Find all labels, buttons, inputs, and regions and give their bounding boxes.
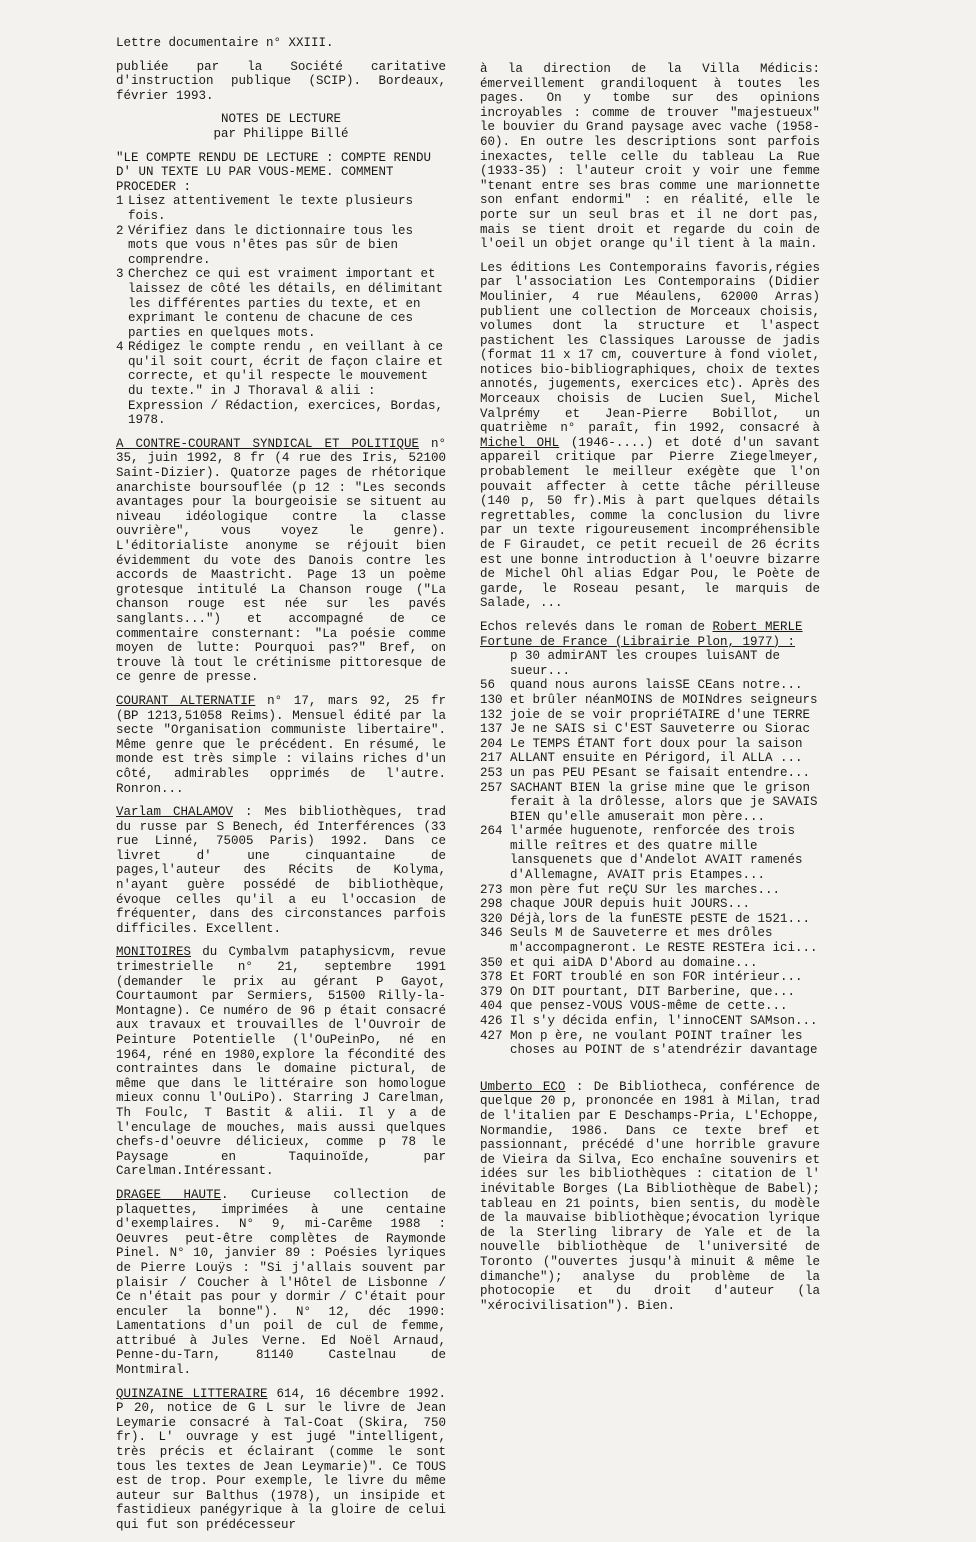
- notes-title: NOTES DE LECTURE: [220, 112, 342, 127]
- review-entry: [116, 805, 446, 936]
- list-item: [116, 194, 446, 223]
- echo-text: Mon p ère, ne voulant POINT traîner les choses au POINT de s'atendrézir davantage: [510, 1028, 818, 1058]
- echo-page-number: 379: [480, 984, 503, 999]
- echo-page-number: 426: [480, 1014, 503, 1028]
- echo-page-number: 130: [480, 692, 503, 707]
- echo-line: [480, 999, 820, 1014]
- list-item: [116, 224, 446, 268]
- echo-line: [480, 751, 820, 766]
- echo-line: [480, 781, 820, 825]
- echo-line: [480, 693, 820, 708]
- echo-line: [480, 897, 820, 912]
- echo-text: que pensez-VOUS VOUS-même de cette...: [510, 999, 788, 1014]
- echo-line: [480, 824, 820, 882]
- echo-line: [480, 926, 820, 955]
- echo-line: [480, 883, 820, 898]
- review-entry: [116, 437, 446, 685]
- echo-text: chaque JOUR depuis huit JOURS...: [510, 897, 751, 912]
- item-text: Vérifiez dans le dictionnaire tous les mots que vous n'êtes pas sûr de bien comprendre.: [128, 223, 414, 267]
- echo-line: [480, 649, 820, 678]
- echo-text: et qui aiDA D'Abord au domaine...: [510, 955, 758, 970]
- right-column: [480, 62, 820, 1322]
- echo-text: SACHANT BIEN la grise mine que le grison ferait à la drôlesse, alors que je SAVAIS BIEN qu'elle amuserait mon père...: [510, 780, 818, 824]
- echo-page-number: 378: [480, 970, 503, 985]
- review-entry: [116, 945, 446, 1179]
- echo-line: [480, 970, 820, 985]
- entry-title: MONITOIRES: [116, 945, 192, 960]
- echo-line: [480, 708, 820, 723]
- eco-body: : De Bibliotheca, conférence de quelque 20 p, prononcée en 1981 à Milan, trad de l'italien par E Deschamps-Pria, L'Echoppe, Normandie, 1986. Dans ce texte bref et passionnant, précédé d'une horrible gravure de Vieira da Silva, Eco enchaîne souvenirs et idées sur les bibliothèques : citation de l' inévitable Borges (La Bibliothèque de Babel); tableau en 21 points, bien sentis, du modèle de la mauvaise bibliothèque;évocation lyrique de la Sterling library de Yale et de la nouvelle bibliothèque de l'université de Toronto ("ouvertes jusqu'à minuit & même le dimanche"); analyse du problème de la photocopie et du droit d'auteur (la "xérocivilisation"). Bien.: [480, 1079, 820, 1313]
- item-number: 4: [116, 340, 124, 355]
- echo-page-number: 320: [480, 911, 503, 926]
- echo-page-number: 132: [480, 707, 503, 722]
- echo-text: On DIT pourtant, DIT Barberine, que...: [510, 984, 796, 999]
- entry-body: n° 35, juin 1992, 8 fr (4 rue des Iris, 52100 Saint-Dizier). Quatorze pages de rhétorique anarchiste boursouflée (p 12 : "Les seconds avantages pour la bourgeoisie se situent au niveau idéologique contre la classe ouvrière", vous voyez le genre). L'éditorialiste anonyme se réjouit bien évidemment du vote des Danois contre les accords de Maastricht. Page 13 un poème grotesque intitulé La Chanson rouge ("La chanson rouge est née sur les pavés sanglants...") et accompagné de ce commentaire consternant: "La poésie comme moyen de lutte: Pourquoi pas?" Bref, on trouve là tout le crétinisme pittoresque de ce genre de presse.: [116, 436, 446, 685]
- echo-line: [480, 912, 820, 927]
- echo-page-number: 273: [480, 882, 503, 897]
- echo-text: Le TEMPS ÉTANT fort doux pour la saison: [510, 736, 803, 751]
- eco-paragraph: [480, 1080, 820, 1314]
- echo-text: p 30 admirANT les croupes luisANT de sueur...: [510, 649, 781, 678]
- echo-text: Déjà,lors de la funESTE pESTE de 1521...: [510, 911, 811, 926]
- review-entry: [116, 1188, 446, 1378]
- echo-line: [480, 766, 820, 781]
- list-item: [116, 267, 446, 340]
- echo-page-number: 346: [480, 926, 503, 941]
- echo-line: [480, 678, 820, 693]
- michel-ohl-name: Michel OHL: [480, 435, 560, 450]
- robert-merle-name: Robert MERLE: [712, 619, 803, 634]
- echo-line: [480, 722, 820, 737]
- echo-page-number: 427: [480, 1028, 503, 1043]
- echo-line: [480, 1014, 820, 1029]
- echo-text: Il s'y décida enfin, l'innoCENT SAMson...: [510, 1014, 818, 1028]
- entry-title: QUINZAINE LITTERAIRE: [116, 1386, 268, 1401]
- entry-body: . Curieuse collection de plaquettes, imprimées à une centaine d'exemplaires. N° 9, mi-Carême 1988 : Oeuvres peut-être complètes de Raymonde Pinel. N° 10, janvier 89 : Poésies lyriques de Pierre Louÿs : "Si j'allais souvent par plaisir / Coucher à l'Hôtel de Lisbonne / Ce n'était pas pour y dormir / C'était pour enculer la bonne"). N° 12, déc 1990: Lamentations d'un poil de cul de femme, attribué à Jules Verne. Ed Noël Arnaud, Penne-du-Tarn, 81140 Castelnau de Montmiral.: [116, 1187, 447, 1378]
- echo-text: mon père fut reÇU SUr les marches...: [510, 882, 781, 897]
- item-text: Rédigez le compte rendu , en veillant à ce qu'il soit court, écrit de façon claire et correcte, et qu'il respecte le mouvement du texte." in J Thoraval & alii : Expression / Rédaction, exercices, Bordas, 1978.: [128, 340, 444, 428]
- echo-text: Je ne SAIS si C'EST Sauveterre ou Siorac: [510, 722, 811, 737]
- procedure-list: [116, 194, 446, 428]
- echos-intro-text: Echos relevés dans le roman de: [480, 619, 713, 634]
- contemporains-text-before: Les éditions Les Contemporains favoris,régies par l'association Les Contemporains (Didier Moulinier, 4 rue Méaulens, 62000 Arras) publient une collection de Morceaux choisis, volumes dont la structure et l'aspect pastichent les Classiques Larousse de jadis (format 11 x 17 cm, couverture à fond violet, notices bio-bibliographiques, choix de textes annotés, jugements, exercices etc). Après des Morceaux choisis de Lucien Suel, Michel Valprémy et Jean-Pierre Bobillot, un quatrième n° paraît, fin 1992, consacré à: [480, 260, 820, 436]
- echo-page-number: 298: [480, 897, 503, 912]
- echo-text: Et FORT troublé en son FOR intérieur...: [510, 970, 803, 985]
- letter-title: Lettre documentaire n° XXIII.: [116, 36, 334, 50]
- contemporains-text-after: (1946-....) et doté d'un savant appareil critique par Pierre Ziegelmeyer, probablement le meilleur exégète que l'on pouvait affecter à cette tâche périlleuse (140 p, 50 fr).Mis à part quelques détails regrettables, comme la conclusion du livre par un texte rigoureusement incompréhensible de F Giraudet, ce petit recueil de 26 écrits est une bonne introduction à l'oeuvre bizarre de Michel Ohl alias Edgar Pou, le Poète de garde, le Roseau pesant, le marquis de Salade, ...: [480, 435, 820, 611]
- echo-page-number: 264: [480, 824, 503, 839]
- entry-body: : Mes bibliothèques, trad du russe par S Benech, éd Interférences (33 rue Linné, 75005 Paris) 1992. Dans ce livret d' une cinquantaine de pages,l'auteur des Récits de Kolyma, n'ayant guère possédé de bibliothèque, évoque celles qu'il a eu l'occasion de fréquenter, dans des circonstances parfois difficiles. Excellent.: [116, 805, 446, 936]
- echo-page-number: 137: [480, 722, 503, 737]
- echo-page-number: [480, 649, 510, 678]
- publisher-line: publiée par la Société caritative d'instruction publique (SCIP). Bordeaux, février 1993.: [116, 59, 446, 103]
- echo-line: [480, 985, 820, 1000]
- echo-page-number: 56: [480, 678, 496, 693]
- echo-page-number: 217: [480, 751, 503, 766]
- echo-line: [480, 1029, 820, 1058]
- review-entry: [116, 1387, 446, 1533]
- echo-line: [480, 737, 820, 752]
- echos-book: Fortune de France (Librairie Plon, 1977) :: [480, 634, 796, 649]
- quote-block: [116, 151, 446, 428]
- item-number: 3: [116, 267, 124, 282]
- echos-intro: [480, 620, 820, 635]
- entry-title: DRAGEE HAUTE: [116, 1187, 222, 1202]
- item-number: 2: [116, 223, 124, 238]
- entry-body: 614, 16 décembre 1992. P 20, notice de G L sur le livre de Jean Leymarie consacré à Tal-Coat (Skira, 750 fr). L' ouvrage y est jugé "intelligent, très précis et éclairant (comme le sont tous les textes de Jean Leymarie)". Ce TOUS est de trop. Pour exemple, le livre du même auteur sur Balthus (1978), un insipide et fastidieux panégyrique à la gloire de celui qui fut son prédécesseur: [116, 1386, 446, 1532]
- echo-text: et brûler néanMOINS de MOINdres seigneurs: [510, 692, 818, 707]
- review-entry: [116, 694, 446, 796]
- echo-page-number: 204: [480, 736, 503, 751]
- notes-author: par Philippe Billé: [213, 126, 349, 141]
- continuation-paragraph: à la direction de la Villa Médicis: émerveillement grandiloquent à toutes les pages. On y tombe sur des opinions incroyables : comme de trouver "majestueux" le bouvier du Grand paysage avec vache (1958-60). En outre les descriptions sont parfois inexactes, telle celle du tableau La Rue (1933-35) : l'auteur croit y voir une femme "tenant entre ses bras comme une marionnette son enfant endormi" : en réalité, elle le porte sur un seul bras et il ne dort pas, mais se tient droit et regarde du coin de l'oeil un objet orange qu'il tient à la main.: [480, 62, 820, 252]
- echo-page-number: 404: [480, 999, 503, 1014]
- echo-text: quand nous aurons laisSE CEans notre...: [510, 678, 803, 693]
- echo-text: ALLANT ensuite en Périgord, il ALLA ...: [510, 751, 803, 766]
- contemporains-paragraph: [480, 261, 820, 611]
- left-column: [116, 36, 446, 1542]
- item-number: 1: [116, 194, 124, 209]
- item-text: Lisez attentivement le texte plusieurs fois.: [128, 194, 414, 223]
- echos-list: [480, 649, 820, 1058]
- echo-text: Seuls M de Sauveterre et mes drôles m'accompagneront. Le RESTE RESTEra ici...: [510, 926, 818, 956]
- entry-title: Varlam CHALAMOV: [116, 805, 234, 820]
- echos-section: [480, 620, 820, 1058]
- item-text: Cherchez ce qui est vraiment important et laissez de côté les détails, en délimitant les différentes parties du texte, et en exprimant le contenu de chacune de ces parties en quelques mots.: [128, 267, 444, 340]
- eco-name: Umberto ECO: [480, 1079, 566, 1094]
- echo-text: un pas PEU PEsant se faisait entendre...: [510, 765, 811, 780]
- echo-page-number: 350: [480, 955, 503, 970]
- echo-text: joie de se voir propriéTAIRE d'une TERRE: [510, 707, 811, 722]
- quote-intro: "LE COMPTE RENDU DE LECTURE : COMPTE RENDU D' UN TEXTE LU PAR VOUS-MEME. COMMENT PROCEDER :: [116, 150, 432, 194]
- echo-line: [480, 956, 820, 971]
- echo-text: l'armée huguenote, renforcée des trois mille reîtres et des quatre mille lansquenets que d'Andelot AVAIT ramenés d'Allemagne, AVAIT pris Etampes...: [510, 824, 803, 883]
- notes-heading: [116, 112, 446, 141]
- list-item: [116, 340, 446, 428]
- echo-page-number: 257: [480, 780, 503, 795]
- entry-title: COURANT ALTERNATIF: [116, 693, 256, 708]
- entry-body: du Cymbalvm pataphysicvm, revue trimestrielle n° 21, septembre 1991 (demander le prix au gérant P Gayot, Courtaumont par Sermiers, 51500 Rilly-la-Montagne). Ce numéro de 96 p était consacré aux travaux et trouvailles de l'Ouvroir de Peinture Potentielle (l'OuPeinPo, né en 1964, réné en 1980,explore la fécondité des contraintes dans le domaine pictural, de même que dans le littéraire son homologue mieux connu l'OuLiPo). Starring J Carelman, Th Foulc, T Bastit & alii. Il y a de l'enculage de mouches, mais aussi quelques chefs-d'oeuvre délicieux, comme p 78 le Paysage en Taquinoïde, par Carelman.Intéressant.: [116, 945, 446, 1179]
- entry-title: A CONTRE-COURANT SYNDICAL ET POLITIQUE: [116, 436, 419, 451]
- entry-body: n° 17, mars 92, 25 fr (BP 1213,51058 Reims). Mensuel édité par la secte "Organisation communiste libertaire". Même genre que le précédent. En résumé, le monde est très simple : vilains riches d'un côté, admirables opprimés de l'autre. Ronron...: [116, 693, 447, 796]
- echo-page-number: 253: [480, 765, 503, 780]
